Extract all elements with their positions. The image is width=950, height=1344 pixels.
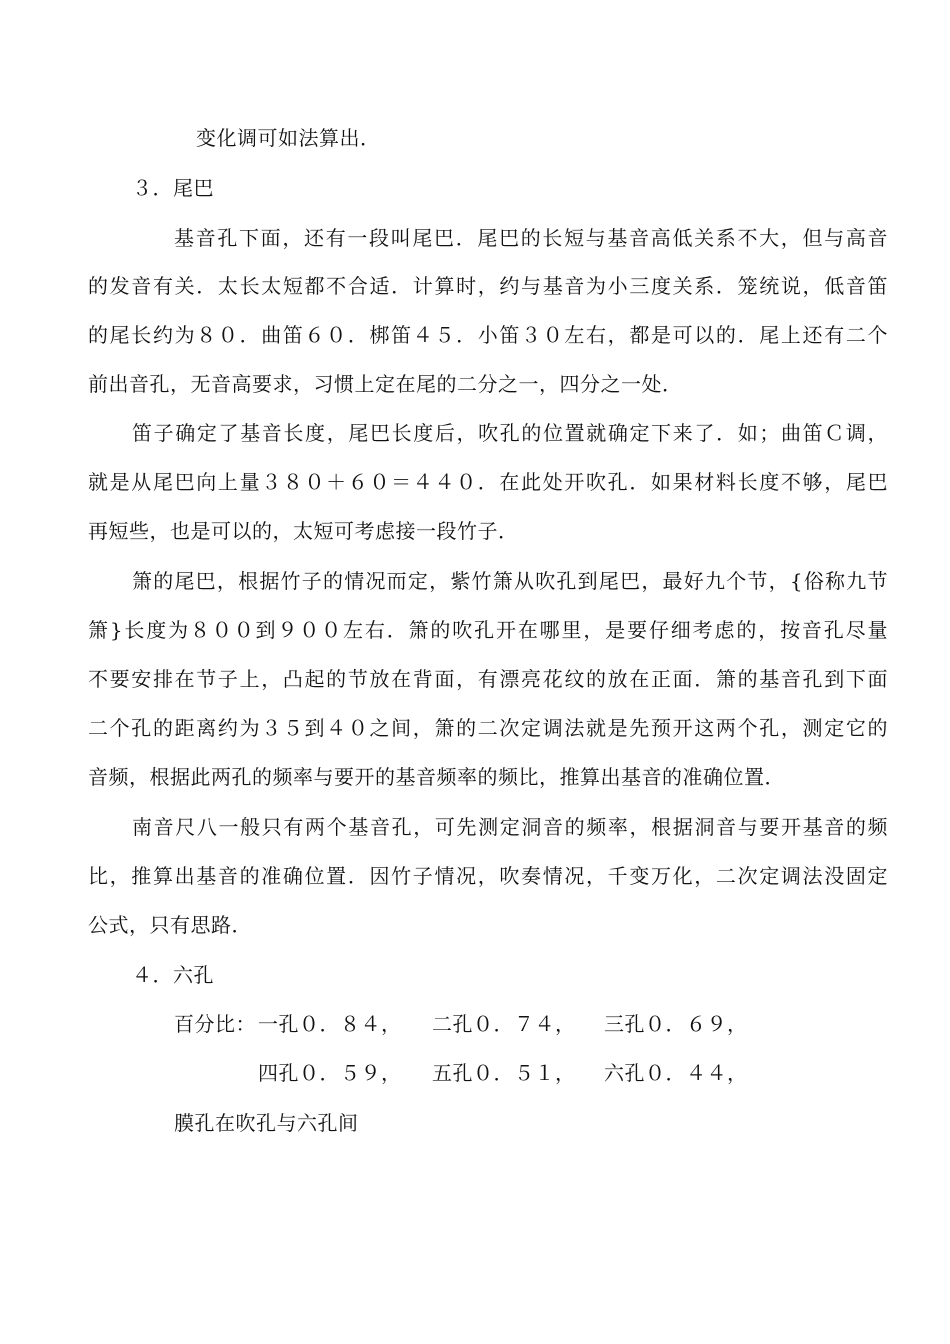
percentage-label: 百分比： <box>174 1012 256 1036</box>
paragraph-line: 前出音孔，无音高要求，习惯上定在尾的二分之一，四分之一处． <box>88 372 683 396</box>
hole-ratio: 六孔０．４４， <box>604 1061 748 1085</box>
section-3-heading: ３．尾巴 <box>132 176 214 200</box>
paragraph-line: 比，推算出基音的准确位置．因竹子情况，吹奏情况，千变万化，二次定调法没固定 <box>88 864 888 888</box>
paragraph-line: 基音孔下面，还有一段叫尾巴．尾巴的长短与基音高低关系不大，但与高音 <box>174 226 888 250</box>
paragraph-line: 箫}长度为８００到９００左右．箫的吹孔开在哪里，是要仔细考虑的，按音孔尽量 <box>88 618 888 642</box>
hole-ratio: 五孔０．５１， <box>432 1061 576 1085</box>
hole-ratio: 一孔０．８４， <box>258 1012 402 1036</box>
paragraph-line: 公式，只有思路． <box>88 913 252 937</box>
paragraph-line: 南音尺八一般只有两个基音孔，可先测定洞音的频率，根据洞音与要开基音的频 <box>132 815 888 839</box>
paragraph-line: 的发音有关．太长太短都不合适．计算时，约与基音为小三度关系．笼统说，低音笛 <box>88 274 888 298</box>
hole-ratio: 四孔０．５９， <box>258 1061 402 1085</box>
paragraph-line: 再短些，也是可以的，太短可考虑接一段竹子． <box>88 519 519 543</box>
membrane-hole-note: 膜孔在吹孔与六孔间 <box>174 1111 359 1135</box>
paragraph-line: 二个孔的距离约为３５到４０之间，箫的二次定调法就是先预开这两个孔，测定它的 <box>88 716 888 740</box>
paragraph-line: 不要安排在节子上，凸起的节放在背面，有漂亮花纹的放在正面．箫的基音孔到下面 <box>88 667 888 691</box>
hole-ratio: 三孔０．６９， <box>604 1012 748 1036</box>
paragraph-line: 音频，根据此两孔的频率与要开的基音频率的频比，推算出基音的准确位置． <box>88 765 785 789</box>
paragraph-line: 的尾长约为８０．曲笛６０．梆笛４５．小笛３０左右，都是可以的．尾上还有二个 <box>88 323 888 347</box>
section-4-heading: ４．六孔 <box>132 963 214 987</box>
hole-ratio: 二孔０．７４， <box>432 1012 576 1036</box>
paragraph-line: 就是从尾巴向上量３８０＋６０＝４４０．在此处开吹孔．如果材料长度不够，尾巴 <box>88 470 888 494</box>
paragraph-line: 箫的尾巴，根据竹子的情况而定，紫竹箫从吹孔到尾巴，最好九个节，{俗称九节 <box>132 569 888 593</box>
intro-line: 变化调可如法算出． <box>196 126 381 150</box>
paragraph-line: 笛子确定了基音长度，尾巴长度后，吹孔的位置就确定下来了．如；曲笛Ｃ调， <box>132 421 888 445</box>
